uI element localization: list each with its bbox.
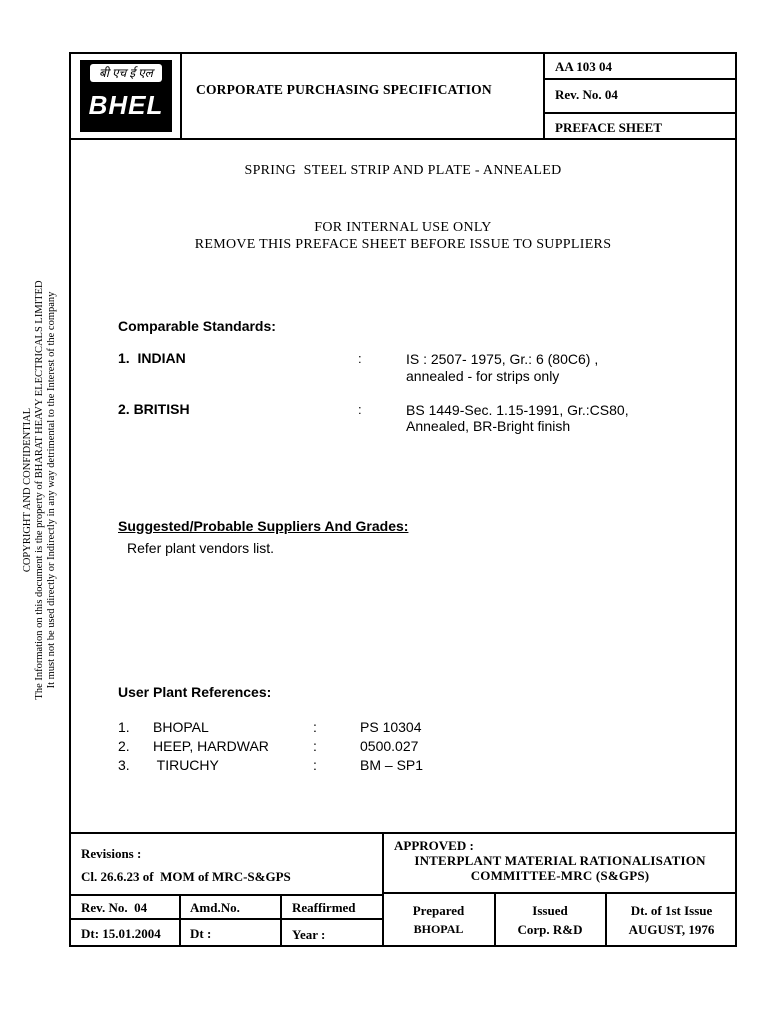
plant-sep: :: [313, 738, 317, 754]
issued-label: Issued: [532, 903, 568, 918]
standard-label-indian: 1. INDIAN: [118, 350, 186, 366]
plant-number: 1.: [118, 719, 130, 735]
comparable-standards-heading: Comparable Standards:: [118, 318, 276, 334]
copyright-line-2: The Information on this document is the property of BHARAT HEAVY ELECTRICALS LIMITED: [34, 280, 45, 700]
copyright-line-1: COPYRIGHT AND CONFIDENTIAL: [22, 407, 33, 573]
standard-sep: :: [358, 351, 362, 366]
spec-title: CORPORATE PURCHASING SPECIFICATION: [196, 82, 492, 97]
header-divider-1: [180, 52, 182, 140]
footer-middle-rule-left: [69, 894, 383, 896]
footer-divider-reaffirmed: [280, 894, 282, 946]
footer-rev-no: Rev. No. 04: [81, 900, 148, 915]
approved-label: APPROVED :: [394, 838, 474, 853]
copyright-line-3: It must not be used directly or Indirectly in any way detrimental to the Interest of the company: [46, 291, 57, 689]
footer-reaffirmed: Reaffirmed: [292, 900, 356, 915]
remove-preface-notice: REMOVE THIS PREFACE SHEET BEFORE ISSUE TO SUPPLIERS: [194, 237, 612, 252]
header-bottom-rule: [69, 138, 737, 140]
revisions-label: Revisions :: [81, 846, 142, 861]
plant-number: 3.: [118, 757, 130, 773]
plant-name: BHOPAL: [153, 719, 209, 735]
footer-top-rule: [69, 832, 737, 834]
doc-number: AA 103 04: [555, 59, 613, 74]
document-frame: [69, 52, 737, 947]
logo-wordmark: BHEL: [88, 90, 164, 120]
standard-label-british: 2. BRITISH: [118, 401, 190, 417]
footer-date: Dt: 15.01.2004: [81, 926, 161, 941]
suppliers-text: Refer plant vendors list.: [127, 540, 275, 556]
prepared-label: Prepared: [412, 903, 465, 918]
standard-value-line: IS : 2507- 1975, Gr.: 6 (80C6) ,: [406, 351, 599, 367]
prepared-value: BHOPAL: [413, 922, 464, 936]
standard-value-line: Annealed, BR-Bright finish: [406, 418, 571, 434]
suppliers-heading: Suggested/Probable Suppliers And Grades:: [118, 518, 409, 534]
approved-committee-line-1: INTERPLANT MATERIAL RATIONALISATION: [414, 853, 706, 868]
plant-ref: BM – SP1: [360, 757, 424, 773]
header-right-rule-1: [543, 78, 737, 80]
header-divider-2: [543, 52, 545, 140]
footer-year: Year :: [292, 927, 326, 942]
standard-value-line: annealed - for strips only: [406, 368, 560, 384]
plant-sep: :: [313, 719, 317, 735]
user-plant-heading: User Plant References:: [118, 684, 272, 700]
footer-row-rule: [69, 918, 383, 920]
copyright-notice: [22, 280, 58, 699]
plant-ref: 0500.027: [360, 738, 419, 754]
footer-middle-rule-right: [382, 892, 737, 894]
first-issue-label: Dt. of 1st Issue: [630, 903, 713, 918]
sheet-type: PREFACE SHEET: [555, 120, 663, 135]
revisions-text: Cl. 26.6.23 of MOM of MRC-S&GPS: [81, 869, 291, 884]
plant-ref: PS 10304: [360, 719, 422, 735]
plant-sep: :: [313, 757, 317, 773]
subject-title: SPRING STEEL STRIP AND PLATE - ANNEALED: [244, 163, 562, 178]
header-right-rule-2: [543, 112, 737, 114]
standard-value-line: BS 1449-Sec. 1.15-1991, Gr.:CS80,: [406, 402, 629, 418]
standard-sep: :: [358, 402, 362, 417]
footer-divider-amd: [179, 894, 181, 946]
plant-name: TIRUCHY: [153, 757, 219, 773]
plant-number: 2.: [118, 738, 130, 754]
bhel-logo: [80, 60, 172, 132]
rev-number: Rev. No. 04: [555, 87, 618, 102]
footer-date-2: Dt :: [190, 926, 212, 941]
plant-name: HEEP, HARDWAR: [153, 738, 269, 754]
logo-hindi-text: बी एच ई एल: [90, 64, 162, 82]
approved-committee-line-2: COMMITTEE-MRC (S&GPS): [470, 868, 650, 883]
first-issue-value: AUGUST, 1976: [628, 922, 715, 937]
internal-use-notice: FOR INTERNAL USE ONLY: [314, 220, 492, 235]
footer-amd-no: Amd.No.: [190, 900, 240, 915]
issued-value: Corp. R&D: [517, 922, 583, 937]
